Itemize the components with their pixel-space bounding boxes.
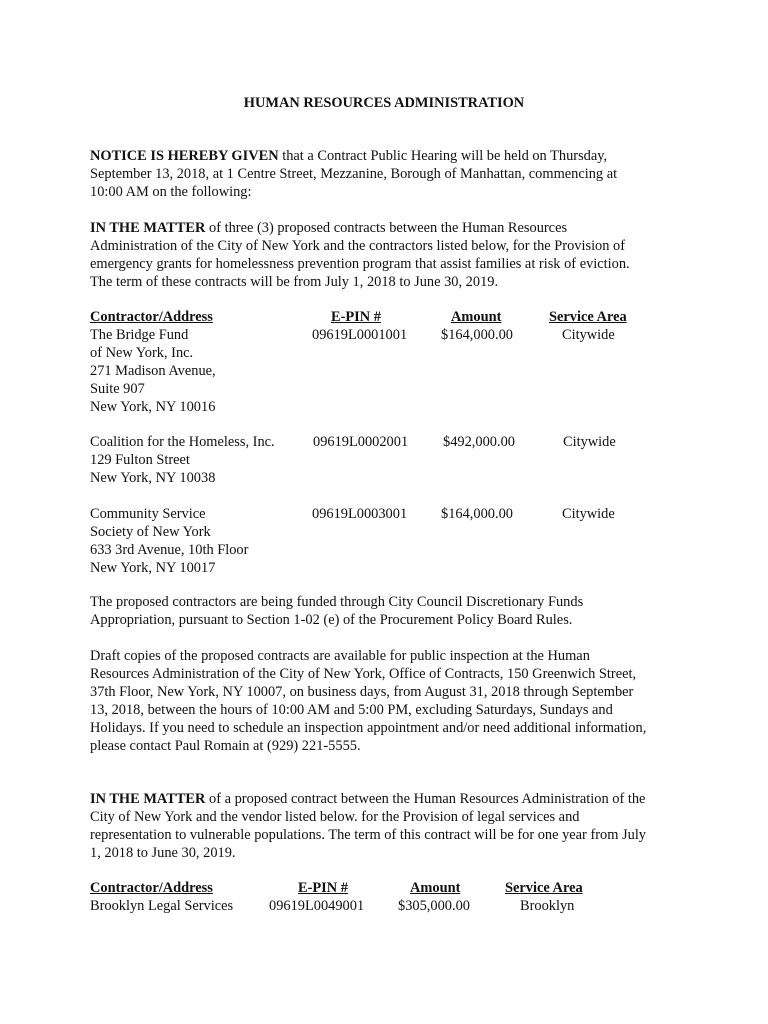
notice-line-2: September 13, 2018, at 1 Centre Street, Mezzanine, Borough of Manhattan, commencing at [90,166,618,182]
notice-line-1: NOTICE IS HEREBY GIVEN that a Contract Public Hearing will be held on Thursday, [90,148,608,164]
funding-line-2: Appropriation, pursuant to Section 1-02 (e) of the Procurement Policy Board Rules. [90,612,573,628]
row3-address-line: Community Service [90,506,206,522]
row1-service-area: Citywide [562,327,615,343]
notice-lead: NOTICE IS HEREBY GIVEN [90,148,279,164]
row1-epin: 09619L0001001 [312,327,408,343]
row3-service-area: Citywide [562,506,615,522]
row2-epin: 09619L0002001 [313,434,409,450]
document-title: HUMAN RESOURCES ADMINISTRATION [243,95,525,111]
row3-amount: $164,000.00 [441,506,513,522]
funding-line-1: The proposed contractors are being funded through City Council Discretionary Funds [90,594,584,610]
matter2-line-4: 1, 2018 to June 30, 2019. [90,845,236,861]
row2-address-line: 129 Fulton Street [90,452,190,468]
table2-row1-address-line: Brooklyn Legal Services [90,898,234,914]
row3-address-line: Society of New York [90,524,211,540]
draft-line-1: Draft copies of the proposed contracts are available for public inspection at the Human [90,648,590,664]
row3-address-line: 633 3rd Avenue, 10th Floor [90,542,249,558]
matter-paragraph-2 [90,790,690,862]
row3-address-line: New York, NY 10017 [90,560,216,576]
row3-epin: 09619L0003001 [312,506,408,522]
matter2-line-2: City of New York and the vendor listed below. for the Provision of legal services and [90,809,580,825]
row2-address-line: New York, NY 10038 [90,470,216,486]
table1-header-contractor: Contractor/Address [90,309,213,325]
table2-header-contractor: Contractor/Address [90,880,213,896]
row2-amount: $492,000.00 [443,434,515,450]
row1-amount: $164,000.00 [441,327,513,343]
draft-line-3: 37th Floor, New York, NY 10007, on business days, from August 31, 2018 through September [90,684,634,700]
matter1-line-4: The term of these contracts will be from July 1, 2018 to June 30, 2019. [90,274,499,290]
table2-row1-epin: 09619L0049001 [269,898,365,914]
funding-paragraph [90,593,690,629]
row2-address-line: Coalition for the Homeless, Inc. [90,434,275,450]
matter1-lead: IN THE MATTER [90,220,206,236]
row1-address-line: New York, NY 10016 [90,399,216,415]
draft-line-5: Holidays. If you need to schedule an inspection appointment and/or need additional information, [90,720,647,736]
row1-address-line: Suite 907 [90,381,145,397]
draft-line-6: please contact Paul Romain at (929) 221-5555. [90,738,361,754]
table1-header-amount: Amount [451,309,502,325]
notice-line-3: 10:00 AM on the following: [90,184,252,200]
draft-line-4: 13, 2018, between the hours of 10:00 AM and 5:00 PM, excluding Saturdays, Sundays and [90,702,613,718]
table2-header-area: Service Area [505,880,583,896]
matter-paragraph-1 [90,219,690,291]
row1-address-line: The Bridge Fund [90,327,189,343]
matter2-line-3: representation to vulnerable populations. The term of this contract will be for one year from July [90,827,647,843]
table2-row1-service-area: Brooklyn [520,898,575,914]
matter1-line-3: emergency grants for homelessness prevention program that assist families at risk of eviction. [90,256,630,272]
matter2-line-1: IN THE MATTER of a proposed contract between the Human Resources Administration of the [90,791,646,807]
notice-paragraph [90,147,690,201]
draft-line-2: Resources Administration of the City of New York, Office of Contracts, 150 Greenwich Street, [90,666,637,682]
row1-address-line: of New York, Inc. [90,345,194,361]
matter1-line-2: Administration of the City of New York and the contractors listed below, for the Provision of [90,238,626,254]
table2-row1-amount: $305,000.00 [398,898,470,914]
table1-header-area: Service Area [549,309,627,325]
table2-header-amount: Amount [410,880,461,896]
matter2-lead: IN THE MATTER [90,791,206,807]
row2-service-area: Citywide [563,434,616,450]
table2-header-epin: E-PIN # [298,880,348,896]
draft-copies-paragraph [90,647,690,755]
table1-header-epin: E-PIN # [331,309,381,325]
matter1-line-1: IN THE MATTER of three (3) proposed contracts between the Human Resources [90,220,568,236]
row1-address-line: 271 Madison Avenue, [90,363,216,379]
